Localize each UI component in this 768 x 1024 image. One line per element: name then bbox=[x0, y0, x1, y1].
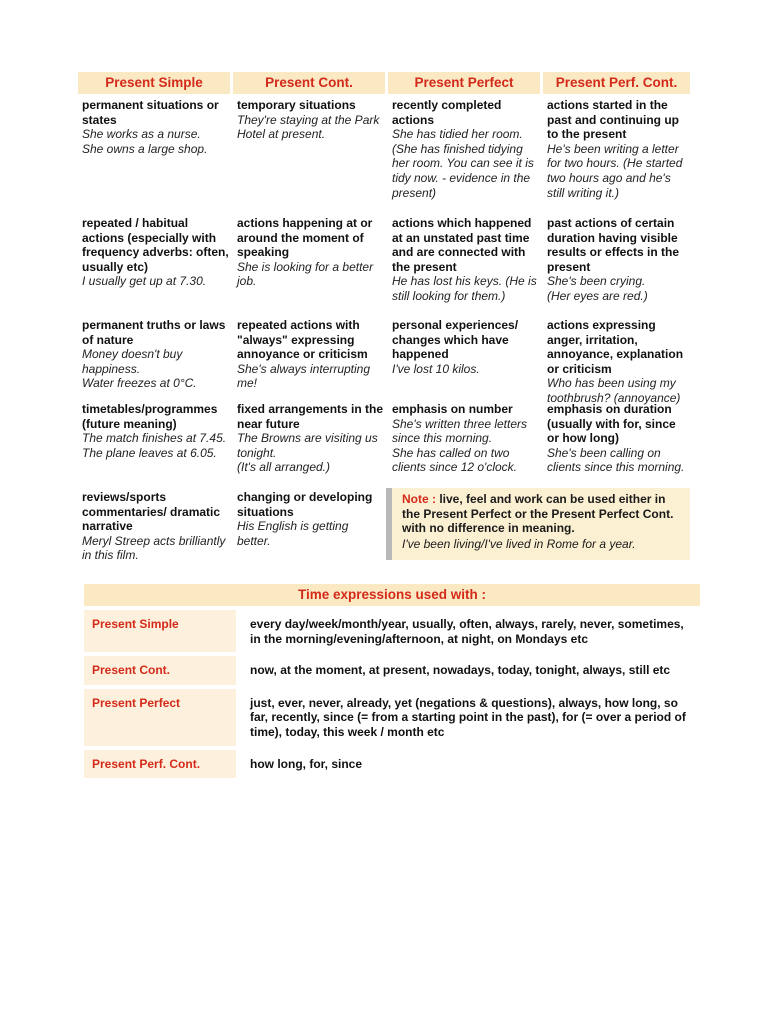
table-row bbox=[78, 314, 690, 405]
table-cell bbox=[233, 94, 388, 212]
header-present-perf-cont: Present Perf. Cont. bbox=[543, 72, 690, 94]
time-expressions-text: now, at the moment, at present, nowadays, today, tonight, always, still etc bbox=[250, 663, 671, 678]
time-expressions-text: how long, for, since bbox=[250, 756, 363, 771]
example-text: She works as a nurse. bbox=[82, 127, 201, 142]
usage-text: changing or developing situations bbox=[237, 490, 373, 519]
usage-text: repeated actions with "always" expressing annoyance or criticism bbox=[237, 318, 368, 362]
table-cell bbox=[543, 94, 690, 212]
header-present-cont: Present Cont. bbox=[233, 72, 385, 94]
example-text: The Browns are visiting us tonight. bbox=[237, 431, 378, 460]
time-tense-label: Present Perfect bbox=[84, 689, 236, 746]
example-text: Who has been using my toothbrush? (annoyance) bbox=[547, 376, 681, 405]
table-cell bbox=[543, 212, 690, 314]
time-tense-label: Present Perf. Cont. bbox=[84, 750, 236, 779]
usage-text: actions happening at or around the moment of speaking bbox=[237, 216, 373, 260]
example-text: His English is getting better. bbox=[237, 519, 349, 548]
table-cell bbox=[78, 94, 233, 212]
time-expressions-title: Time expressions used with : bbox=[84, 584, 700, 606]
table-cell bbox=[388, 94, 543, 212]
note-example: I've been living/I've lived in Rome for a year. bbox=[402, 536, 636, 551]
time-row bbox=[84, 689, 700, 746]
tenses-table bbox=[78, 72, 690, 562]
example-text: She's always interrupting me! bbox=[237, 361, 371, 391]
example-text: She's been crying. bbox=[547, 274, 646, 289]
table-cell bbox=[388, 314, 543, 406]
table-cell bbox=[543, 314, 690, 406]
example-text: She has called on two clients since 12 o'clock. bbox=[392, 445, 518, 475]
time-row bbox=[84, 656, 700, 685]
example-text: She owns a large shop. bbox=[82, 141, 208, 156]
time-expressions-table bbox=[84, 584, 700, 778]
table-cell bbox=[78, 314, 233, 406]
note-text: live, feel and work can be used either in the Present Perfect or the Present Perfect Cont. with no difference in meaning. bbox=[402, 492, 674, 536]
example-text: They're staying at the Park Hotel at present. bbox=[237, 112, 380, 142]
usage-text: timetables/programmes (future meaning) bbox=[82, 402, 218, 431]
example-text: The plane leaves at 6.05. bbox=[82, 445, 217, 460]
table-row bbox=[78, 398, 690, 486]
table-cell bbox=[233, 212, 388, 314]
example-text: She's written three letters since this morning. bbox=[392, 416, 528, 446]
example-text: I usually get up at 7.30. bbox=[82, 274, 207, 289]
usage-text: repeated / habitual actions (especially with frequency adverbs: often, usually etc) bbox=[82, 216, 229, 274]
table-cell bbox=[388, 398, 543, 486]
example-text: The match finishes at 7.45. bbox=[82, 431, 227, 446]
example-text: He's been writing a letter for two hours. (He started two hours ago and he's still writing it.) bbox=[547, 141, 683, 200]
example-text: Money doesn't buy happiness. bbox=[82, 347, 183, 376]
example-text: (It's all arranged.) bbox=[237, 460, 330, 475]
usage-text: actions which happened at an unstated past time and are connected with the present bbox=[392, 216, 532, 274]
time-expressions-text: just, ever, never, already, yet (negations & questions), always, how long, so far, recently, since (= from a starting point in the past), for (= over a period of time), today, this week / month etc bbox=[250, 695, 686, 739]
header-present-perfect: Present Perfect bbox=[388, 72, 540, 94]
header-row bbox=[78, 72, 690, 94]
example-text: He has lost his keys. (He is still looking for them.) bbox=[392, 274, 537, 303]
table-row bbox=[78, 94, 690, 212]
usage-text: reviews/sports commentaries/ dramatic narrative bbox=[82, 490, 221, 534]
usage-text: recently completed actions bbox=[392, 98, 502, 127]
time-expressions-text: every day/week/month/year, usually, often, always, rarely, never, sometimes, in the morning/evening/afternoon, at night, on Mondays etc bbox=[250, 617, 684, 646]
usage-text: actions started in the past and continuing up to the present bbox=[547, 98, 679, 142]
usage-text: fixed arrangements in the near future bbox=[237, 402, 384, 431]
usage-text: personal experiences/ changes which have happened bbox=[392, 318, 519, 362]
example-text: She has tidied her room. bbox=[392, 127, 523, 142]
time-row bbox=[84, 750, 700, 779]
header-present-simple: Present Simple bbox=[78, 72, 230, 94]
example-text: Water freezes at 0°C. bbox=[82, 376, 197, 391]
table-cell bbox=[233, 486, 388, 563]
usage-text: permanent truths or laws of nature bbox=[82, 318, 226, 347]
example-text: (Her eyes are red.) bbox=[547, 288, 648, 303]
example-text: (She has finished tidying her room. You can see it is tidy now. - evidence in the present) bbox=[392, 141, 534, 200]
table-cell bbox=[233, 398, 388, 486]
note-box bbox=[386, 488, 690, 560]
table-cell bbox=[78, 212, 233, 314]
table-row bbox=[78, 212, 690, 314]
table-cell bbox=[388, 212, 543, 314]
table-cell bbox=[78, 486, 233, 563]
time-tense-label: Present Simple bbox=[84, 610, 236, 652]
example-text: I've lost 10 kilos. bbox=[392, 361, 480, 376]
table-cell bbox=[78, 398, 233, 486]
time-tense-label: Present Cont. bbox=[84, 656, 236, 685]
note-label: Note : bbox=[402, 492, 436, 506]
table-cell bbox=[233, 314, 388, 406]
table-cell bbox=[543, 398, 690, 486]
usage-text: temporary situations bbox=[237, 98, 356, 112]
usage-text: permanent situations or states bbox=[82, 98, 219, 127]
example-text: She is looking for a better job. bbox=[237, 259, 374, 289]
usage-text: past actions of certain duration having visible results or effects in the present bbox=[547, 216, 680, 274]
example-text: Meryl Streep acts brilliantly in this film. bbox=[82, 533, 226, 563]
example-text: She's been calling on clients since this morning. bbox=[547, 445, 685, 475]
table-row bbox=[78, 486, 690, 562]
usage-text: emphasis on number bbox=[392, 402, 513, 416]
usage-text: emphasis on duration (usually with for, since or how long) bbox=[547, 402, 676, 446]
time-row bbox=[84, 610, 700, 652]
usage-text: actions expressing anger, irritation, annoyance, explanation or criticism bbox=[547, 318, 684, 376]
